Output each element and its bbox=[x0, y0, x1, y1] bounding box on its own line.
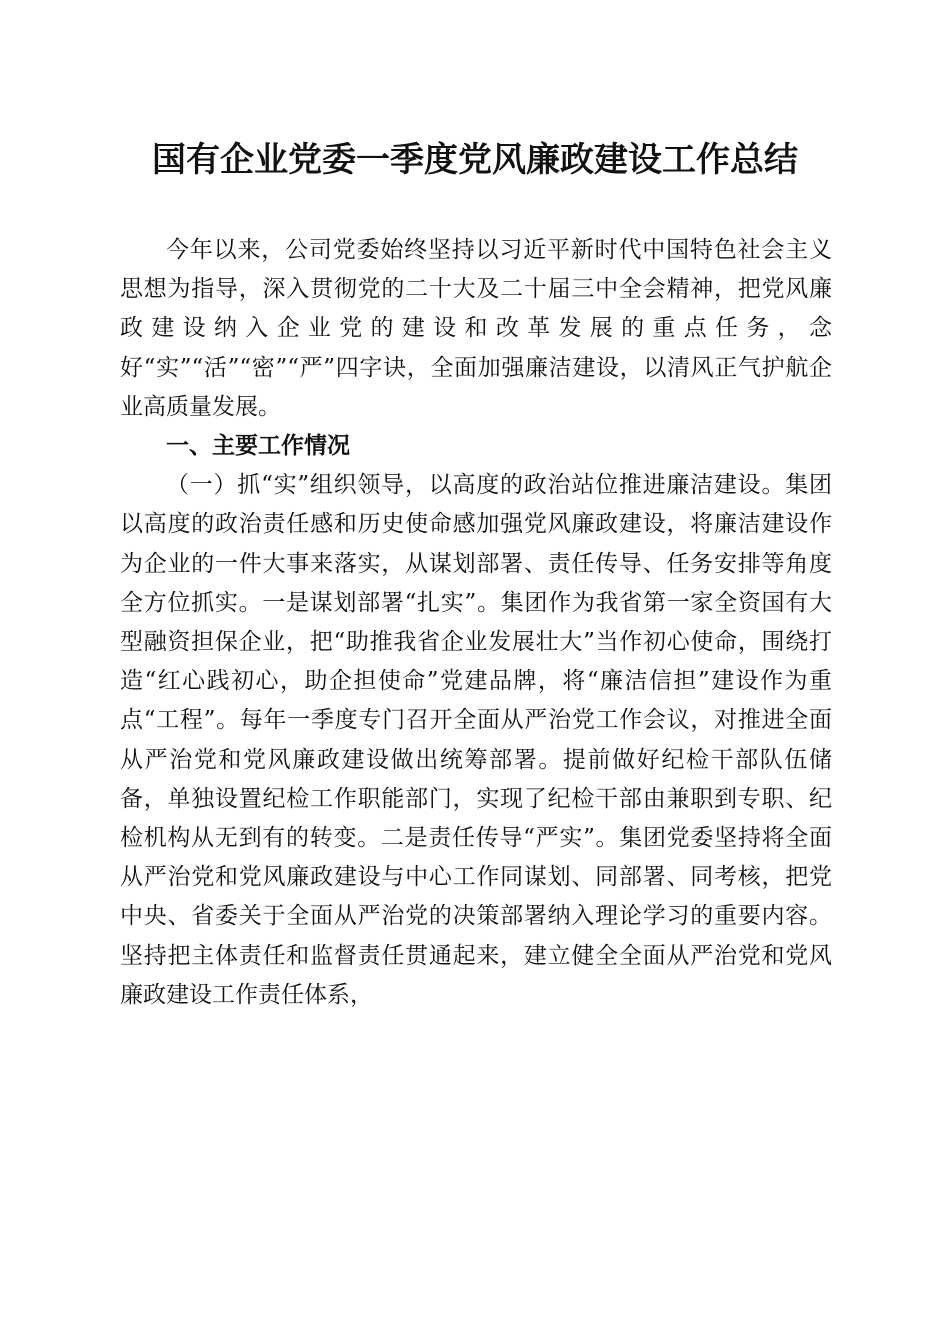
document-body bbox=[120, 231, 832, 1015]
document-title: 国有企业党委一季度党风廉政建设工作总结 bbox=[152, 140, 798, 180]
section-heading: 一、主要工作情况 bbox=[166, 433, 350, 460]
intro-paragraph: 今年以来，公司党委始终坚持以习近平新时代中国特色社会主义思想为指导，深入贯彻党的二十大及二十届三中全会精神，把党风廉政建设纳入企业党的建设和改革发展的重点任务，念好“实”“活”“密”“严”四字诀，全面加强廉洁建设，以清风正气护航企业高质量发展。 bbox=[120, 237, 832, 420]
section-paragraph: （一）抓“实”组织领导，以高度的政治站位推进廉洁建设。集团以高度的政治责任感和历史使命感加强党风廉政建设，将廉洁建设作为企业的一件大事来落实，从谋划部署、责任传导、任务安排等角度全方位抓实。一是谋划部署“扎实”。集团作为我省第一家全资国有大型融资担保企业，把“助推我省企业发展壮大”当作初心使命，围绕打造“红心践初心，助企担使命”党建品牌，将“廉洁信担”建设作为重点“工程”。每年一季度专门召开全面从严治党工作会议，对推进全面从严治党和党风廉政建设做出统筹部署。提前做好纪检干部队伍储备，单独设置纪检工作职能部门，实现了纪检干部由兼职到专职、纪检机构从无到有的转变。二是责任传导“严实”。集团党委坚持将全面从严治党和党风廉政建设与中心工作同谋划、同部署、同考核，把党中央、省委关于全面从严治党的决策部署纳入理论学习的重要内容。坚持把主体责任和监督责任贯通起来，建立健全全面从严治党和党风廉政建设工作责任体系， bbox=[120, 472, 832, 1008]
